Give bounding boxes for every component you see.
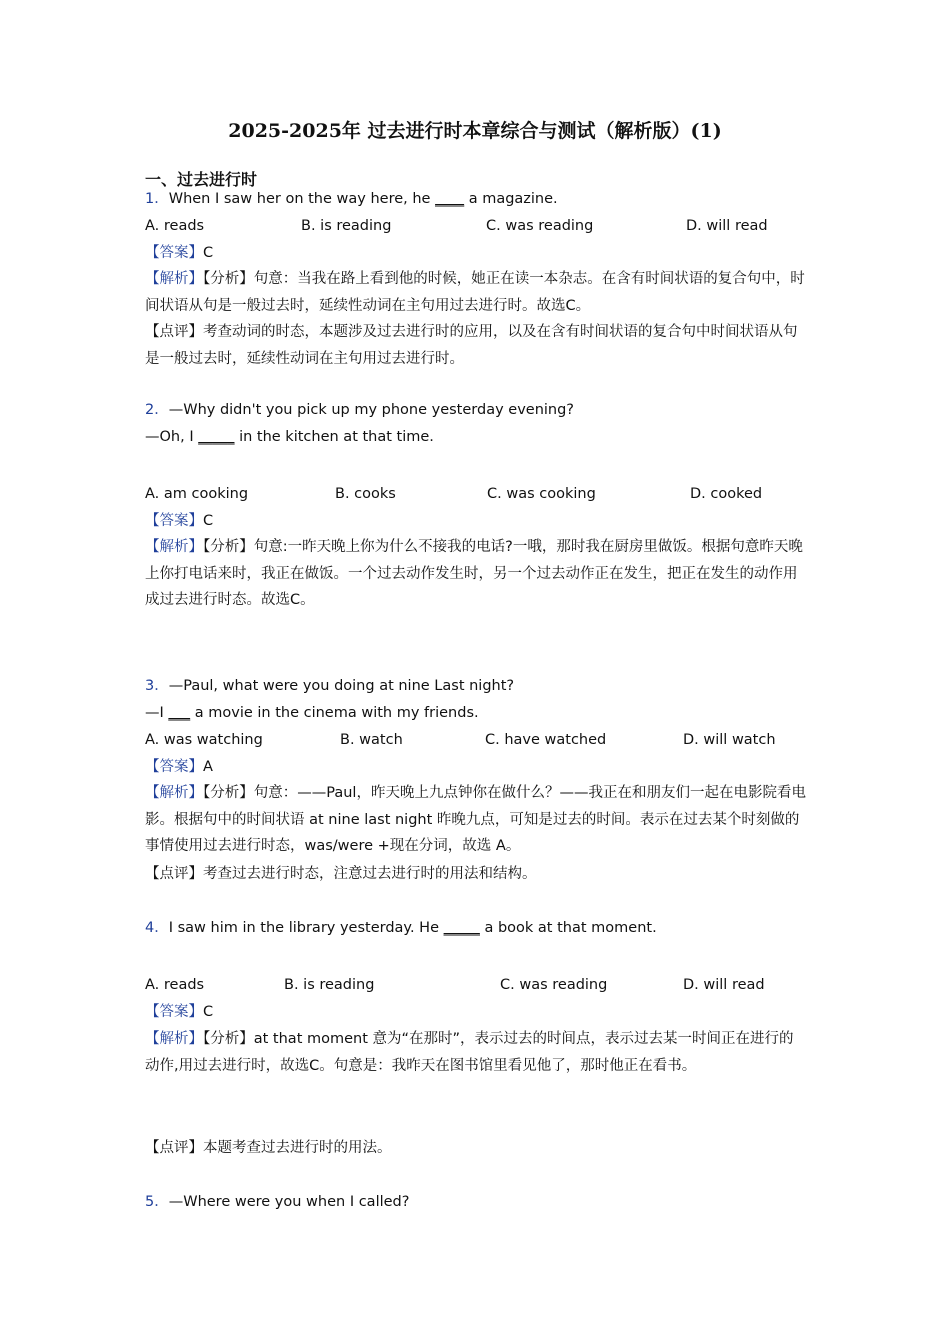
question-5: [145, 1192, 409, 1212]
analysis-tag: 【解析】: [145, 1031, 203, 1047]
question-2: [145, 400, 574, 420]
section-heading: 一、过去进行时: [145, 170, 258, 189]
option-d: D. cooked: [690, 486, 763, 502]
answer-tag: 【答案】: [145, 1004, 203, 1020]
comment-paragraph: 【点评】考查过去进行时态，注意过去进行时的用法和结构。: [145, 866, 537, 882]
analysis-paragraph: [145, 1026, 807, 1079]
option-c: C. was reading: [500, 977, 608, 993]
answer-blank: ____: [435, 191, 465, 207]
option-b: B. is reading: [301, 218, 392, 234]
analysis-tag: 【解析】: [145, 271, 203, 287]
question-text: a magazine.: [464, 191, 558, 207]
comment-paragraph: 【点评】考查动词的时态，本题涉及过去进行时的应用，以及在含有时间状语的复合句中时间状语从句是一般过去时，延续性动词在主句用过去进行时。: [145, 324, 798, 367]
option-d: D. will read: [686, 218, 768, 234]
answer-tag: 【答案】: [145, 245, 203, 261]
answer-blank: _____: [443, 920, 480, 936]
option-d: D. will read: [683, 977, 765, 993]
question-text: a movie in the cinema with my friends.: [190, 705, 479, 721]
option-a: A. reads: [145, 977, 205, 993]
question-text: I saw him in the library yesterday. He: [168, 920, 444, 936]
answer-line: [145, 243, 213, 263]
option-b: B. cooks: [335, 486, 396, 502]
option-d: D. will watch: [683, 732, 776, 748]
option-a: A. reads: [145, 218, 205, 234]
analysis-text: 【分析】句意:一昨天晚上你为什么不接我的电话?一哦，那时我在厨房里做饭。根据句意昨天晚上你打电话来时，我正在做饭。一个过去动作发生时，另一个过去动作正在发生，把正在发生的动作用成过去进行时态。故选C。: [145, 539, 803, 608]
answer-value: C: [203, 1004, 214, 1020]
option-a: A. was watching: [145, 732, 263, 748]
option-b: B. watch: [340, 732, 403, 748]
analysis-text: 【分析】at that moment 意为“在那时”，表示过去的时间点，表示过去某一时间正在进行的动作,用过去进行时，故选C。句意是：我昨天在图书馆里看见他了，那时他正在看书。: [145, 1031, 794, 1074]
analysis-paragraph: [145, 266, 807, 319]
answer-line: [145, 1002, 213, 1022]
question-text: —Paul, what were you doing at nine Last night?: [168, 678, 515, 694]
question-number: 4．: [145, 920, 169, 936]
question-text: —I: [145, 705, 169, 721]
question-text: When I saw her on the way here, he: [168, 191, 436, 207]
answer-blank: ___: [168, 705, 191, 721]
analysis-text: 【分析】句意：——Paul，昨天晚上九点钟你在做什么？——我正在和朋友们一起在电影院看电影。根据句中的时间状语 at nine last night 昨晚九点，可知是过去的时间。表示在过去某个时刻做的事情使用过去进行时态，was/were +现在分词，故选 A。: [145, 785, 806, 854]
question-number: 1．: [145, 191, 169, 207]
page-title: 2025-2025年 过去进行时本章综合与测试（解析版）(1): [228, 120, 722, 142]
comment-paragraph: 【点评】本题考查过去进行时的用法。: [145, 1140, 392, 1156]
question-number: 3．: [145, 678, 169, 694]
question-text: —Why didn't you pick up my phone yesterday evening?: [168, 402, 575, 418]
question-2-line-2: [145, 427, 434, 447]
question-1: [145, 189, 558, 209]
question-text: —Where were you when I called?: [168, 1194, 410, 1210]
option-c: C. have watched: [485, 732, 607, 748]
question-3-line-2: [145, 703, 479, 723]
answer-blank: _____: [198, 429, 235, 445]
answer-tag: 【答案】: [145, 759, 203, 775]
question-number: 2．: [145, 402, 169, 418]
analysis-paragraph: [145, 534, 807, 614]
question-text: in the kitchen at that time.: [234, 429, 434, 445]
analysis-tag: 【解析】: [145, 539, 203, 555]
question-3: [145, 676, 514, 696]
option-c: C. was reading: [486, 218, 594, 234]
question-text: —Oh, I: [145, 429, 199, 445]
question-number: 5．: [145, 1194, 169, 1210]
answer-value: C: [203, 513, 214, 529]
answer-value: A: [203, 759, 213, 775]
analysis-paragraph: [145, 780, 807, 860]
answer-value: C: [203, 245, 214, 261]
option-c: C. was cooking: [487, 486, 596, 502]
analysis-text: 【分析】句意：当我在路上看到他的时候，她正在读一本杂志。在含有时间状语的复合句中，时间状语从句是一般过去时，延续性动词在主句用过去进行时。故选C。: [145, 271, 805, 314]
analysis-tag: 【解析】: [145, 785, 203, 801]
answer-line: [145, 757, 213, 777]
answer-tag: 【答案】: [145, 513, 203, 529]
option-a: A. am cooking: [145, 486, 249, 502]
question-4: [145, 918, 657, 938]
answer-line: [145, 511, 213, 531]
option-b: B. is reading: [284, 977, 375, 993]
question-text: a book at that moment.: [479, 920, 657, 936]
